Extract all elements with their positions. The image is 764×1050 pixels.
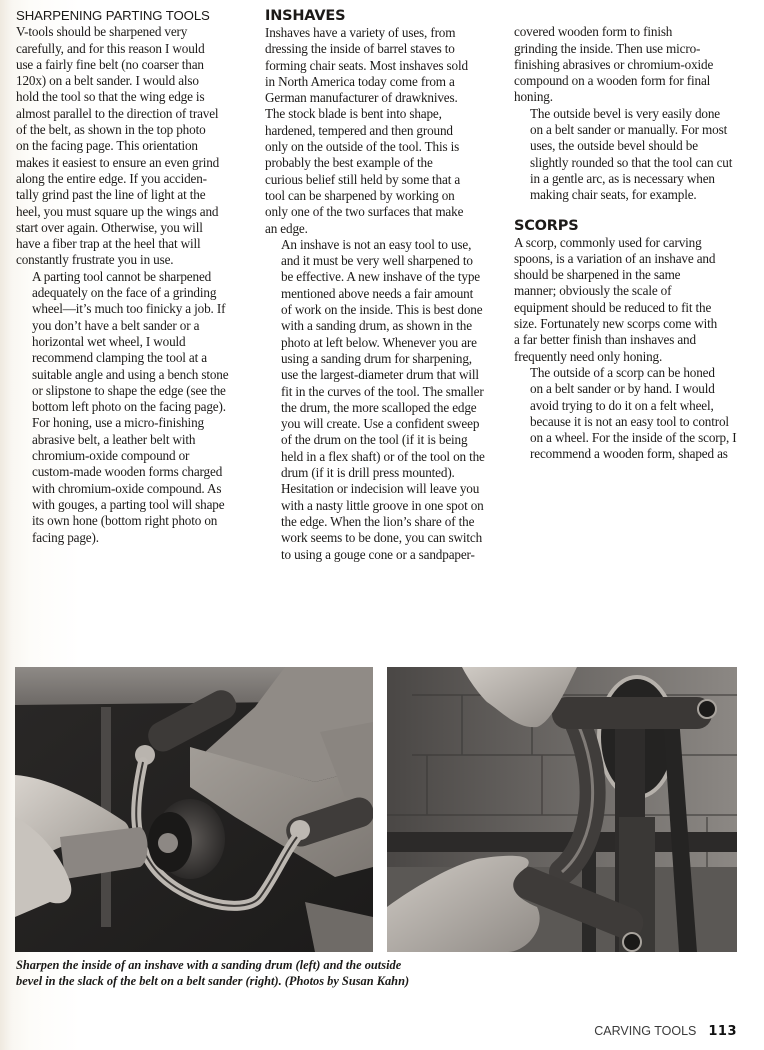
text-line: uses, the outside bevel should be (530, 138, 698, 154)
paragraph (16, 269, 256, 546)
text-line: constantly frustrate you in use. (16, 252, 174, 268)
text-line: start over again. Otherwise, you will (16, 219, 203, 235)
text-line: in North America today come from a (265, 73, 455, 89)
paragraph (514, 235, 750, 365)
text-line: on a wheel. For the inside of the scorp, I (530, 430, 737, 446)
caption-line: bevel in the slack of the belt on a belt sander (right). (Photos by Susan Kahn) (16, 974, 410, 988)
page-footer (594, 1024, 737, 1039)
text-line: carefully, and for this reason I would (16, 40, 205, 56)
text-line: frequently need only honing. (514, 348, 663, 364)
text-line: use the largest-diameter drum that will (281, 367, 479, 383)
text-line: you will create. Use a confident sweep (281, 416, 480, 432)
text-line: dressing the inside of barrel staves to (265, 41, 455, 57)
text-line: hold the tool so that the wing edge is (16, 89, 205, 105)
text-line: a far better finish than inshaves and (514, 332, 696, 348)
text-line: with gouges, a parting tool will shape (32, 496, 225, 512)
text-line: an edge. (265, 220, 308, 236)
text-line: compound on a wooden form for final (514, 73, 711, 89)
text-line: suitable angle and using a bench stone (32, 366, 229, 382)
text-line: slightly rounded so that the tool can cut (530, 154, 733, 170)
text-line: manner; obviously the scale of (514, 283, 672, 299)
text-line: its own hone (bottom right photo on (32, 513, 218, 529)
text-line: recommend clamping the tool at a (32, 350, 208, 366)
paragraph (16, 24, 256, 268)
text-line: because it is not an easy tool to control (530, 413, 729, 429)
text-line: German manufacturer of drawknives. (265, 90, 458, 106)
text-line: bottom left photo on the facing page). (32, 399, 226, 415)
text-line: equipment should be reduced to fit the (514, 299, 712, 315)
text-line: you don’t have a belt sander or a (32, 317, 200, 333)
text-line: For honing, use a micro-finishing (32, 415, 204, 431)
text-line: size. Fortunately new scorps come with (514, 316, 718, 332)
photo-caption (16, 957, 576, 989)
text-line: Inshaves have a variety of uses, from (265, 25, 456, 40)
text-line: curious belief still held by some that a (265, 171, 461, 187)
text-line: honing. (514, 89, 553, 105)
caption-line: Sharpen the inside of an inshave with a sanding drum (left) and the outside (16, 958, 402, 972)
text-line: on the facing page. This orientation (16, 138, 198, 154)
text-line: forming chair seats. Most inshaves sold (265, 57, 468, 73)
text-line: tool can be sharpened by working on (265, 187, 455, 203)
paragraph (514, 365, 750, 463)
text-line: spoons, is a variation of an inshave and (514, 250, 716, 266)
text-line: facing page). (32, 529, 99, 545)
paragraph (514, 106, 750, 204)
heading-inshaves: INSHAVES (265, 8, 346, 24)
text-line: mentioned above needs a fair amount (281, 285, 474, 301)
text-line: custom-made wooden forms charged (32, 464, 223, 480)
text-line: hardened, tempered and then ground (265, 122, 453, 138)
running-footer-section: CARVING TOOLS (594, 1024, 697, 1038)
column-1 (16, 8, 256, 546)
text-line: making chair seats, for example. (530, 187, 697, 203)
text-line: in a gentle arc, as is necessary when (530, 170, 715, 186)
paragraph (265, 25, 500, 237)
text-line: the drum, the more scalloped the edge (281, 399, 477, 415)
text-line: or slipstone to shape the edge (see the (32, 382, 226, 398)
text-line: heel, you must square up the wings and (16, 203, 219, 219)
text-line: only on the outside of the tool. This is (265, 139, 460, 155)
text-line: drum (if it is drill press mounted). (281, 465, 455, 481)
text-line: on a belt sander or manually. For most (530, 122, 728, 138)
text-line: with a nasty little groove in one spot on (281, 497, 484, 513)
page-number: 113 (708, 1024, 737, 1039)
text-line: grinding the inside. Then use micro- (514, 40, 701, 56)
text-line: the edge. When the lion’s share of the (281, 513, 475, 529)
text-line: adequately on the face of a grinding (32, 285, 217, 301)
text-line: 120x) on a belt sander. I would also (16, 73, 199, 89)
text-line: avoid trying to do it on a felt wheel, (530, 397, 714, 413)
text-line: probably the best example of the (265, 155, 433, 171)
text-line: photo at left below. Whenever you are (281, 334, 477, 350)
text-line: work seems to be done, you can switch (281, 530, 483, 546)
text-line: almost parallel to the direction of travel (16, 105, 219, 121)
text-line: Hesitation or indecision will leave you (281, 481, 480, 497)
text-line: on a belt sander or by hand. I would (530, 381, 715, 397)
text-line: of the drum on the tool (if it is being (281, 432, 468, 448)
text-line: of the belt, as shown in the top photo (16, 122, 206, 138)
text-line: An inshave is not an easy tool to use, (281, 236, 472, 252)
text-line: with a sanding drum, as shown in the (281, 318, 472, 334)
text-line: chromium-oxide compound or (32, 448, 190, 464)
column-3 (514, 8, 750, 463)
text-line: recommend a wooden form, shaped as (530, 446, 728, 462)
column-2 (265, 8, 500, 563)
text-line: tally grind past the line of light at the (16, 187, 206, 203)
text-line: abrasive belt, a leather belt with (32, 431, 196, 447)
text-line: makes it easiest to ensure an even grind (16, 154, 220, 170)
text-line: A parting tool cannot be sharpened (32, 268, 212, 284)
text-line: only one of the two surfaces that make (265, 204, 464, 220)
subhead-sharpening-parting-tools: SHARPENING PARTING TOOLS (16, 8, 210, 23)
text-line: The outside bevel is very easily done (530, 105, 721, 121)
text-line: horizontal wet wheel, I would (32, 333, 186, 349)
text-line: finishing abrasives or chromium-oxide (514, 56, 714, 72)
text-line: of work on the inside. This is best done (281, 302, 483, 318)
text-line: The stock blade is bent into shape, (265, 106, 442, 122)
text-line: and it must be very well sharpened to (281, 253, 473, 269)
text-line: be effective. A new inshave of the type (281, 269, 480, 285)
text-line: have a fiber trap at the heel that will (16, 236, 201, 252)
text-line: should be sharpened in the same (514, 267, 681, 283)
text-line: fit in the curves of the tool. The smaller (281, 383, 484, 399)
text-line: to using a gouge cone or a sandpaper- (281, 546, 475, 562)
text-line: held in a flex shaft) or of the tool on the (281, 448, 485, 464)
text-line: A scorp, commonly used for carving (514, 234, 702, 250)
paragraph (265, 237, 500, 563)
photo-sanding-drum (15, 667, 373, 952)
heading-scorps: SCORPS (514, 217, 579, 234)
text-line: along the entire edge. If you acciden- (16, 170, 207, 186)
photo-belt-sander (387, 667, 737, 952)
text-line: covered wooden form to finish (514, 24, 673, 40)
text-line: use a fairly fine belt (no coarser than (16, 56, 204, 72)
text-line: using a sanding drum for sharpening, (281, 350, 472, 366)
text-line: with chromium-oxide compound. As (32, 480, 222, 496)
text-line: V-tools should be sharpened very (16, 24, 188, 40)
text-line: The outside of a scorp can be honed (530, 364, 715, 380)
text-line: wheel—it’s much too finicky a job. If (32, 301, 226, 317)
paragraph (514, 24, 750, 105)
